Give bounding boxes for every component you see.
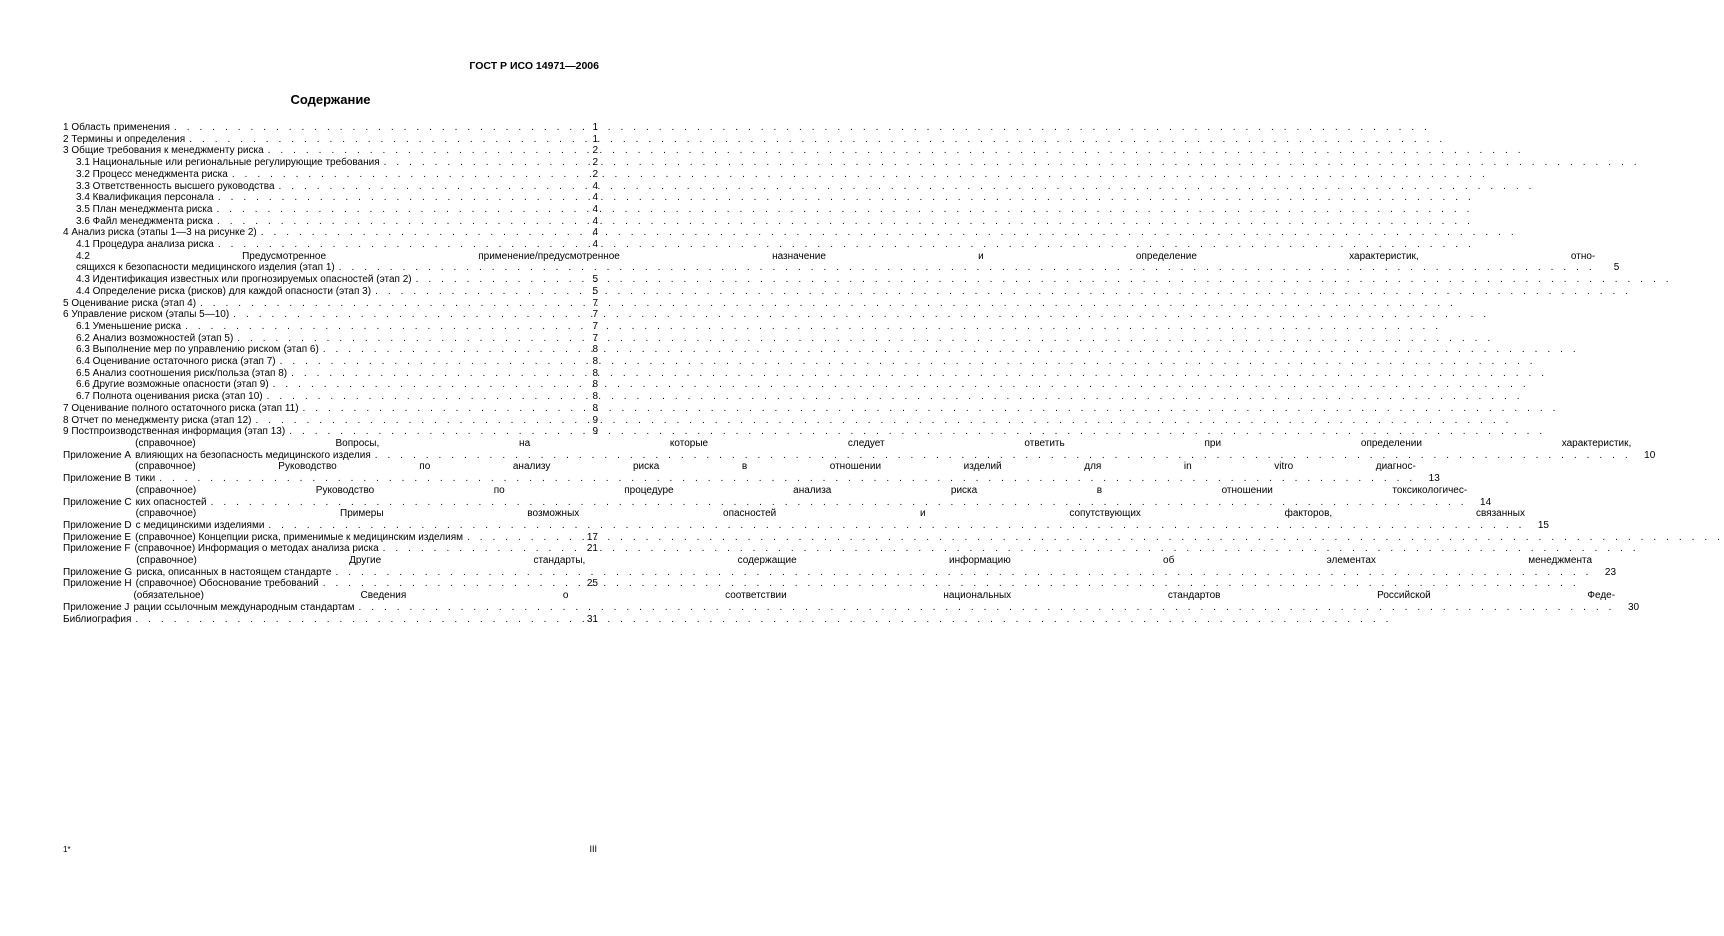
toc-entry-text-line2: влияющих на безопасность медицинского изделия — [135, 449, 371, 461]
toc-entry-text-line1: (справочное) Руководство по процедуре анализа риска в отношении токсикологичес- — [135, 484, 1468, 496]
toc-page-number: 8 — [592, 391, 598, 403]
toc-line — [63, 461, 1440, 485]
toc-annex-prefix: Приложение В — [63, 473, 132, 485]
toc-page-number: 25 — [586, 578, 598, 590]
toc-annex-prefix: Приложение F — [63, 543, 131, 555]
toc-entry-line2 — [136, 497, 1492, 509]
toc-entry-text: 6.1 Уменьшение риска — [76, 320, 182, 332]
toc-page-number: 4 — [592, 227, 598, 239]
toc-line — [63, 321, 598, 333]
toc-page-number: 14 — [1480, 496, 1492, 508]
toc-line — [63, 169, 598, 181]
toc-line — [63, 578, 598, 590]
toc-dot-leader — [211, 497, 1468, 509]
toc-entry[interactable] — [63, 157, 598, 169]
toc-page-number: 2 — [592, 145, 598, 157]
toc-entry-text: Библиография — [63, 613, 132, 625]
toc-entry[interactable] — [63, 484, 1492, 508]
page-title: Содержание — [290, 92, 371, 107]
toc-page-number: 5 — [592, 285, 598, 297]
toc-line — [63, 309, 598, 321]
toc-dot-leader — [289, 426, 574, 438]
toc-entry-text: 8 Отчет по менеджменту риска (этап 12) — [63, 414, 252, 426]
toc-entry-text: 6.6 Другие возможные опасности (этап 9) — [76, 379, 269, 391]
toc-page-number: 1 — [592, 122, 598, 133]
footer-signature-mark: 1* — [63, 845, 71, 854]
footer-page-number: III — [589, 844, 597, 854]
toc-dot-leader — [467, 532, 574, 544]
toc-dot-leader — [268, 520, 1525, 532]
toc-line — [63, 239, 598, 251]
toc-dot-leader — [200, 298, 574, 310]
toc-dot-leader — [185, 321, 574, 333]
toc-page-number: 17 — [586, 531, 598, 543]
toc-entry-text-line2: рации ссылочным международным стандартам — [133, 601, 355, 613]
toc-dot-leader — [375, 286, 574, 298]
toc-entry-text: 6.3 Выполнение мер по управлению риском (этап 6) — [76, 344, 319, 356]
toc-line — [63, 298, 598, 310]
toc-line — [63, 543, 598, 555]
toc-page-number: 7 — [592, 320, 598, 332]
toc-entry-text: 3.5 План менеджмента риска — [76, 203, 213, 215]
toc-entry-text: 4 Анализ риска (этапы 1—3 на рисунке 2) — [63, 227, 257, 239]
toc-line — [63, 145, 598, 157]
toc-dot-leader — [174, 122, 574, 134]
toc-line — [63, 274, 598, 286]
toc-entry-text: 9 Постпроизводственная информация (этап 13) — [63, 426, 286, 438]
toc-dot-leader — [267, 391, 574, 403]
toc-entry-line2 — [136, 567, 1616, 579]
toc-entry[interactable] — [63, 169, 598, 181]
toc-line — [63, 368, 598, 380]
toc-entry-text: 3.1 Национальные или региональные регулирующие требования — [76, 157, 380, 169]
toc-page-number: 9 — [592, 426, 598, 438]
toc-entry-text: (справочное) Концепции риска, применимые к медицинским изделиям — [135, 531, 463, 543]
toc-entry[interactable] — [63, 368, 598, 380]
toc-entry-body — [135, 438, 1655, 461]
toc-page-number: 7 — [592, 332, 598, 344]
toc-line — [63, 181, 598, 193]
toc-entry[interactable] — [63, 356, 598, 368]
toc-entry-text-line2: сящихся к безопасности медицинского изделия (этап 1) — [76, 262, 335, 274]
toc-dot-leader — [233, 309, 574, 321]
toc-entry-text-line2: с медицинскими изделиями — [135, 519, 265, 531]
toc-entry-line2 — [135, 450, 1655, 462]
toc-entry[interactable] — [63, 204, 598, 216]
toc-entry-body — [133, 590, 1639, 613]
toc-entry[interactable] — [63, 227, 598, 239]
toc-entry-text: 6.2 Анализ возможностей (этап 5) — [76, 332, 234, 344]
toc-dot-leader — [384, 157, 574, 169]
toc-dot-leader — [280, 356, 574, 368]
toc-entry-text-line1: (справочное) Вопросы, на которые следует ответить при определении характеристик, — [135, 437, 1632, 449]
toc-page-number: 31 — [586, 613, 598, 625]
toc-entry-line2 — [136, 520, 1549, 532]
toc-line — [63, 403, 598, 415]
toc-line — [63, 426, 598, 438]
toc-dot-leader — [323, 344, 574, 356]
toc-entry-text: 1 Область применения — [63, 122, 170, 133]
toc-entry-text: (справочное) Обоснование требований — [135, 578, 319, 590]
toc-entry-text-line1: 4.2 Предусмотренное применение/предусмотренное назначение и определение характеристик, отно- — [76, 250, 1596, 262]
toc-entry[interactable] — [63, 274, 598, 286]
toc-page-number: 4 — [592, 215, 598, 227]
toc-page-number: 2 — [592, 168, 598, 180]
toc-line — [63, 415, 598, 427]
toc-dot-leader — [268, 145, 574, 157]
toc-page-number: 2 — [592, 157, 598, 169]
toc-dot-leader — [323, 578, 574, 590]
toc-line — [63, 227, 598, 239]
toc-dot-leader — [383, 543, 574, 555]
toc-page-number: 4 — [592, 239, 598, 251]
toc-entry-text: 3.3 Ответственность высшего руководства — [76, 180, 275, 192]
toc-entry[interactable] — [63, 614, 598, 626]
toc-entry-text: (справочное) Информация о методах анализа риска — [134, 543, 379, 555]
toc-entry[interactable] — [63, 426, 598, 438]
toc-entry-body — [76, 251, 1619, 274]
toc-page-number: 4 — [592, 180, 598, 192]
toc-entry[interactable] — [63, 134, 598, 146]
toc-line — [63, 122, 598, 134]
toc-page-number: 30 — [1627, 601, 1640, 613]
toc-entry[interactable] — [63, 181, 598, 193]
toc-entry-text: 4.4 Определение риска (рисков) для каждой опасности (этап 3) — [76, 285, 372, 297]
toc-entry[interactable] — [63, 216, 598, 228]
toc-entry-text: 6 Управление риском (этапы 5—10) — [63, 309, 230, 321]
toc-dot-leader — [416, 274, 574, 286]
toc-page-number: 13 — [1428, 473, 1440, 485]
toc-entry-text-line1: (обязательное) Сведения о соответствии национальных стандартов Российской Феде- — [133, 590, 1616, 602]
toc-page-number: 8 — [592, 367, 598, 379]
toc-dot-leader — [218, 192, 574, 204]
toc-line — [63, 437, 1656, 461]
toc-page-number: 4 — [592, 192, 598, 204]
toc-annex-prefix: Приложение G — [63, 566, 133, 578]
toc-entry-body — [136, 508, 1549, 531]
toc-line — [63, 333, 598, 345]
toc-line — [63, 391, 598, 403]
toc-entry-text-line1: (справочное) Руководство по анализу риска в отношении изделий для in vitro диагнос- — [135, 461, 1416, 473]
toc-dot-leader — [135, 614, 574, 626]
toc-line — [63, 134, 598, 146]
toc-dot-leader — [375, 450, 1632, 462]
toc-entry[interactable] — [63, 391, 598, 403]
toc-entry[interactable] — [63, 379, 598, 391]
toc-entry-text: 6.4 Оценивание остаточного риска (этап 7) — [76, 356, 276, 368]
toc-entry[interactable] — [63, 192, 598, 204]
toc-page-number: 7 — [592, 297, 598, 309]
toc-page-number: 8 — [592, 402, 598, 414]
toc-dot-leader — [261, 227, 574, 239]
toc-entry[interactable] — [63, 590, 1640, 613]
toc-entry-text: 3.4 Квалификация персонала — [76, 192, 214, 204]
toc-page-number: 8 — [592, 356, 598, 368]
toc-entry[interactable] — [63, 403, 598, 415]
toc-entry-body — [135, 461, 1440, 484]
toc-entry[interactable] — [63, 508, 1549, 531]
toc-entry-text-line1: (справочное) Другие стандарты, содержащие информацию об элементах менеджмента — [136, 555, 1593, 567]
toc-dot-leader — [237, 333, 574, 345]
toc-page-number: 5 — [1613, 262, 1620, 274]
toc-page-number: 15 — [1537, 519, 1549, 531]
toc-entry-text: 4.3 Идентификация известных или прогнозируемых опасностей (этап 2) — [76, 274, 412, 286]
toc-entry[interactable] — [63, 532, 598, 544]
toc-page-number: 21 — [586, 543, 598, 555]
toc-line — [63, 204, 598, 216]
toc-entry-text-line2: ких опасностей — [135, 496, 207, 508]
toc-entry[interactable] — [63, 344, 598, 356]
toc-line — [63, 286, 598, 298]
toc-line — [63, 614, 598, 626]
toc-dot-leader — [339, 262, 1596, 274]
toc-entry[interactable] — [63, 250, 1620, 274]
toc-entry-text: 2 Термины и определения — [63, 133, 186, 145]
toc-entry[interactable] — [63, 543, 598, 555]
toc-annex-prefix: Приложение Н — [63, 578, 132, 590]
toc-line — [63, 484, 1492, 508]
toc-dot-leader — [279, 181, 574, 193]
toc-page-number: 5 — [592, 274, 598, 286]
toc-page-number: 7 — [592, 309, 598, 321]
toc-line — [63, 555, 1617, 578]
table-of-contents — [63, 122, 1656, 625]
toc-entry[interactable] — [63, 239, 598, 251]
toc-entry-text-line1: (справочное) Примеры возможных опасностей и сопутствующих факторов, связанных — [135, 508, 1525, 520]
toc-dot-leader — [217, 216, 574, 228]
toc-annex-prefix: Приложение D — [63, 519, 132, 531]
toc-entry[interactable] — [63, 122, 598, 134]
toc-page-number: 10 — [1644, 449, 1656, 461]
toc-entry-text: 3.6 Файл менеджмента риска — [76, 215, 213, 227]
toc-line — [63, 356, 598, 368]
toc-entry-line2 — [135, 473, 1440, 485]
toc-entry-line2 — [76, 262, 1619, 274]
toc-line — [63, 508, 1549, 531]
toc-entry[interactable] — [63, 415, 598, 427]
toc-dot-leader — [291, 368, 574, 380]
toc-dot-leader — [216, 204, 574, 216]
toc-entry[interactable] — [63, 286, 598, 298]
toc-entry[interactable] — [63, 555, 1617, 578]
toc-dot-leader — [359, 602, 1616, 614]
toc-entry-text: 4.1 Процедура анализа риска — [76, 239, 214, 251]
toc-entry-text: 3 Общие требования к менеджменту риска — [63, 145, 264, 157]
toc-annex-prefix: Приложение J — [63, 601, 130, 613]
toc-dot-leader — [232, 169, 574, 181]
toc-line — [63, 157, 598, 169]
toc-dot-leader — [335, 567, 1592, 579]
toc-line — [63, 590, 1640, 613]
toc-entry-body — [136, 485, 1492, 508]
toc-entry-text: 5 Оценивание риска (этап 4) — [63, 297, 197, 309]
toc-line — [63, 216, 598, 228]
toc-entry-text: 7 Оценивание полного остаточного риска (этап 11) — [63, 402, 299, 414]
toc-dot-leader — [273, 379, 574, 391]
toc-page-number: 8 — [592, 344, 598, 356]
toc-line — [63, 532, 598, 544]
toc-entry-line2 — [133, 602, 1639, 614]
toc-page-number: 8 — [592, 379, 598, 391]
standard-number: ГОСТ Р ИСО 14971—2006 — [469, 60, 599, 72]
toc-dot-leader — [303, 403, 574, 415]
toc-annex-prefix: Приложение А — [63, 449, 132, 461]
toc-entry[interactable] — [63, 333, 598, 345]
toc-line — [63, 250, 1620, 274]
toc-dot-leader — [189, 134, 574, 146]
toc-entry[interactable] — [63, 309, 598, 321]
toc-page-number: 1 — [592, 133, 598, 145]
toc-line — [63, 192, 598, 204]
toc-page-number: 23 — [1604, 566, 1617, 578]
toc-entry-text: 6.7 Полнота оценивания риска (этап 10) — [76, 391, 263, 403]
toc-entry[interactable] — [63, 437, 1656, 461]
toc-page-number: 4 — [592, 203, 598, 215]
toc-entry-text: 3.2 Процесс менеджмента риска — [76, 168, 228, 180]
toc-entry[interactable] — [63, 321, 598, 333]
toc-entry-text: 6.5 Анализ соотношения риск/польза (этап 8) — [76, 367, 288, 379]
toc-entry[interactable] — [63, 578, 598, 590]
toc-entry[interactable] — [63, 298, 598, 310]
toc-entry[interactable] — [63, 145, 598, 157]
toc-entry-body — [136, 555, 1616, 578]
toc-annex-prefix: Приложение С — [63, 496, 132, 508]
toc-entry-text-line2: тики — [135, 473, 156, 485]
toc-line — [63, 379, 598, 391]
toc-dot-leader — [255, 415, 574, 427]
toc-annex-prefix: Приложение Е — [63, 531, 132, 543]
toc-entry[interactable] — [63, 461, 1440, 485]
toc-page-number: 9 — [592, 414, 598, 426]
toc-dot-leader — [218, 239, 574, 251]
toc-entry-text-line2: риска, описанных в настоящем стандарте — [136, 566, 332, 578]
toc-dot-leader — [159, 473, 1416, 485]
toc-line — [63, 344, 598, 356]
